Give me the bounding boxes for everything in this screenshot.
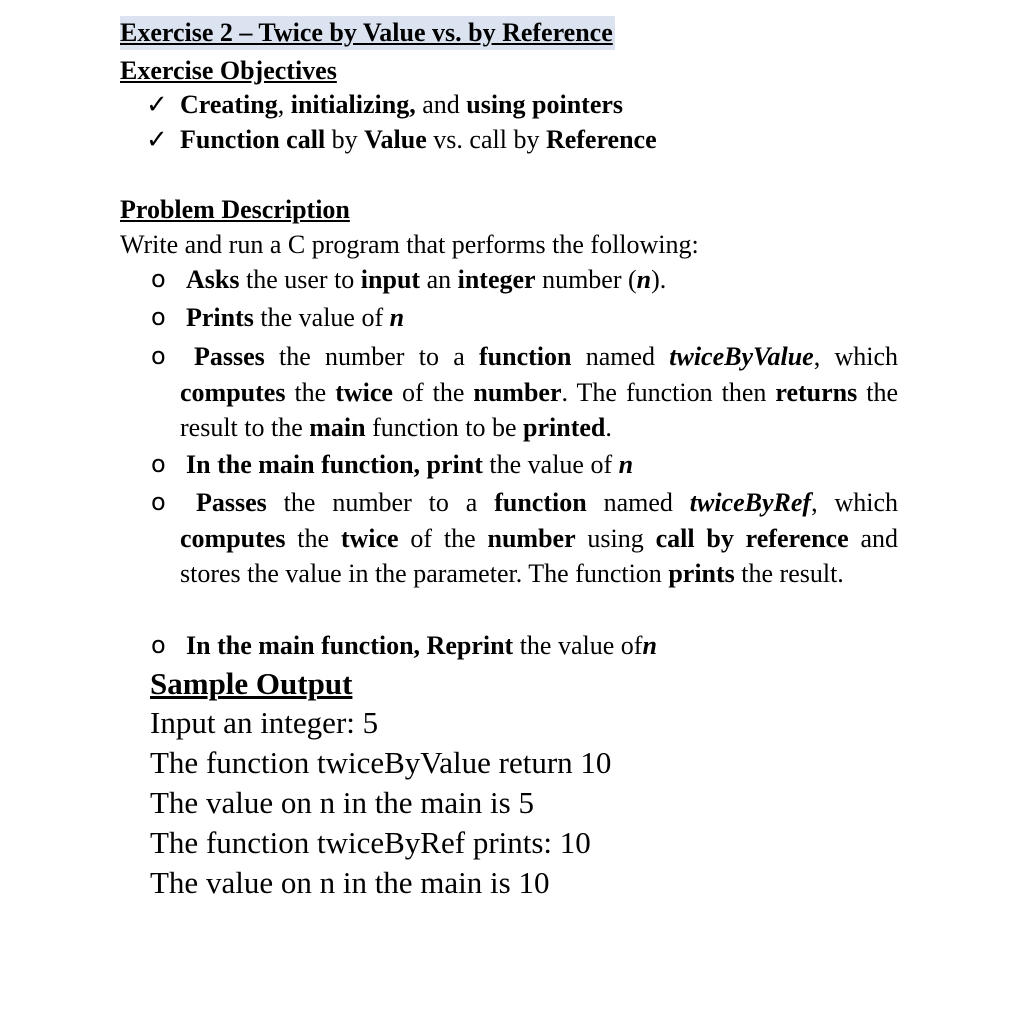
problem-item-4: In the main function, print the value of n — [186, 450, 634, 479]
bullet-icon: o — [151, 488, 166, 516]
sample-output-line: The value on n in the main is 5 — [150, 785, 534, 820]
sample-output-heading: Sample Output — [150, 666, 353, 701]
problem-item-3: Passes the number to a function named twiceByValue, which computes the twice of the number. The function then returns the result to the main function to be printed. — [180, 342, 898, 442]
problem-item-5: Passes the number to a function named twiceByRef, which computes the twice of the number using call by reference and stores the value in the parameter. The function prints the result. — [180, 488, 899, 588]
problem-heading: Problem Description — [120, 195, 350, 224]
bullet-icon: o — [151, 450, 166, 478]
sample-output-line: Input an integer: 5 — [150, 705, 379, 740]
problem-intro: Write and run a C program that performs the following: — [120, 230, 699, 259]
objectives-heading: Exercise Objectives — [120, 56, 337, 85]
bullet-icon: o — [151, 342, 166, 370]
problem-item-2: Prints the value of n — [186, 303, 405, 332]
exercise-title: Exercise 2 – Twice by Value vs. by Reference — [120, 16, 615, 50]
check-icon: ✓ — [146, 90, 168, 119]
objective-item-2: ✓ Function call by Value vs. call by Reference — [146, 123, 657, 157]
bullet-icon: o — [151, 265, 166, 293]
sample-output-line: The value on n in the main is 10 — [150, 865, 550, 900]
check-icon: ✓ — [146, 125, 168, 154]
problem-item-1: Asks the user to input an integer number (n). — [186, 265, 667, 294]
bullet-icon: o — [151, 631, 166, 659]
sample-output-line: The function twiceByRef prints: 10 — [150, 825, 591, 860]
bullet-icon: o — [151, 303, 166, 331]
problem-item-6: In the main function, Reprint the value ofn — [186, 631, 657, 660]
objective-item-1: ✓ Creating, initializing, and using pointers — [146, 88, 623, 122]
sample-output-line: The function twiceByValue return 10 — [150, 745, 612, 780]
